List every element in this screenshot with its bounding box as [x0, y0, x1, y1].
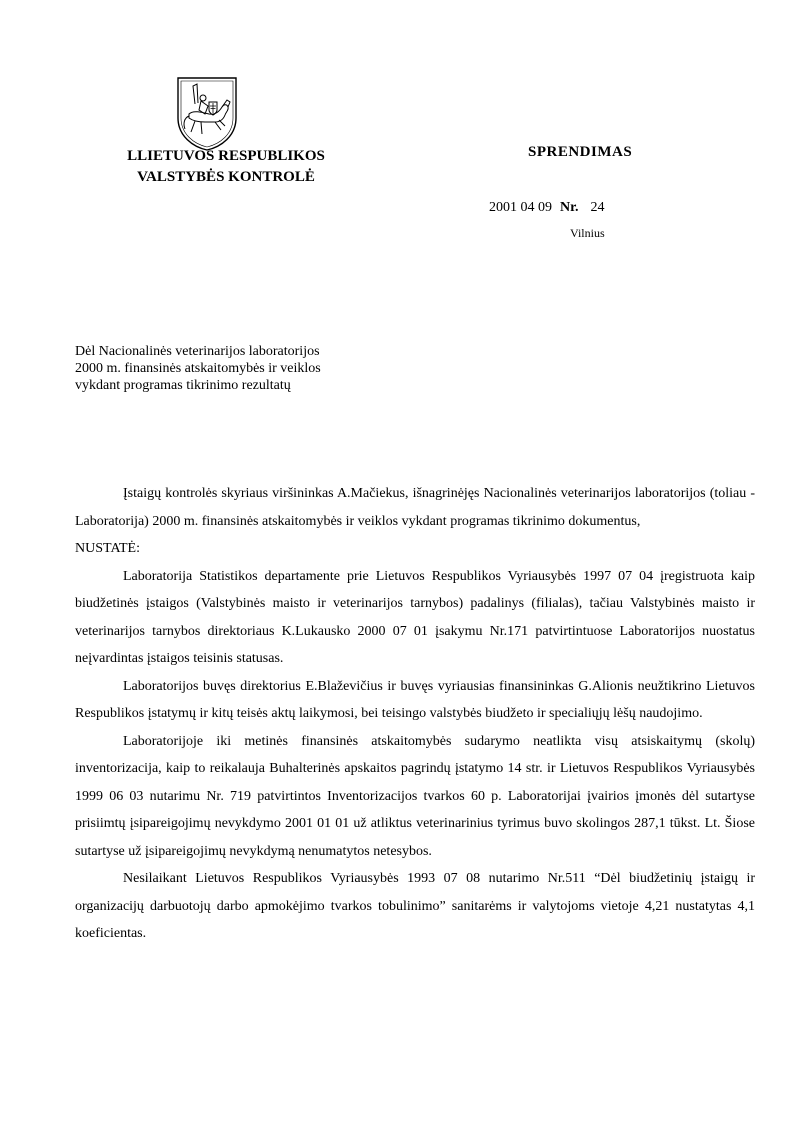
body-paragraph: Laboratorijos buvęs direktorius E.Blaževičius ir buvęs vyriausias finansininkas G.Alionis neužtikrino Lietuvos Respublikos įstatymų ir kitų teisės aktų laikymosi, bei teisingo valstybės biudžeto ir specialiųjų lėšų naudojimo. [75, 678, 755, 721]
document-type-title: SPRENDIMAS [528, 144, 633, 160]
intro-paragraph: Įstaigų kontrolės skyriaus viršininkas A.Mačiekus, išnagrinėjęs Nacionalinės veterinarijos laboratorijos (toliau - Laboratorija) 2000 m. finansinės atskaitomybės ir veiklos vykdant programas tikrinimo dokumentus, [75, 486, 755, 529]
subject-line: Dėl Nacionalinės veterinarijos laboratorijos [75, 344, 320, 359]
vytis-coat-of-arms-icon [175, 74, 239, 152]
document-date-number [489, 200, 605, 216]
subject-line: 2000 m. finansinės atskaitomybės ir veiklos [75, 361, 321, 376]
organization-name-line1: LLIETUVOS RESPUBLIKOS [127, 148, 325, 164]
subject-line: vykdant programas tikrinimo rezultatų [75, 378, 291, 393]
organization-name-line2: VALSTYBĖS KONTROLĖ [137, 169, 315, 185]
document-date: 2001 04 09 [489, 200, 552, 215]
document-body [75, 480, 755, 948]
body-paragraph: Nesilaikant Lietuvos Respublikos Vyriausybės 1993 07 08 nutarimo Nr.511 “Dėl biudžetinių įstaigų ir organizacijų darbuotojų darbo apmokėjimo tvarkos tobulinimo” sanitarėms ir valytojoms vietoje 4,21 nustatytas 4,1 koeficientas. [75, 871, 755, 941]
established-heading: NUSTATĖ: [75, 541, 140, 556]
body-paragraph: Laboratorijoje iki metinės finansinės atskaitomybės sudarymo neatlikta visų atsiskaitymų (skolų) inventorizacija, kaip to reikalauja Buhalterinės apskaitos pagrindų įstatymo 14 str. ir Lietuvos Respublikos Vyriausybės 1999 06 03 nutarimu Nr. 719 patvirtintos Inventorizacijos tvarkos 60 p. Laboratorijai įvairios įmonės dėl sutartyse prisiimtų įsipareigojimų nevykdymo 2001 01 01 už atliktus veterinarinius tyrimus buvo skolingos 287,1 tūkst. Lt. Šiose sutartyse už įsipareigojimų nevykdymą nenumatytos netesybos. [75, 733, 755, 859]
document-number: 24 [590, 200, 605, 215]
document-city: Vilnius [570, 226, 605, 240]
number-label: Nr. [560, 200, 579, 215]
document-subject [75, 343, 395, 394]
body-paragraph: Laboratorija Statistikos departamente prie Lietuvos Respublikos Vyriausybės 1997 07 04 įregistruota kaip biudžetinės įstaigos (Valstybinės maisto ir veterinarijos tarnybos) padalinys (filialas), tačiau Valstybinės maisto ir veterinarijos tarnybos direktoriaus K.Lukausko 2000 07 01 įsakymu Nr.171 patvirtintuose Laboratorijos nuostatus neįvardintas įstaigos teisinis statusas. [75, 568, 755, 666]
